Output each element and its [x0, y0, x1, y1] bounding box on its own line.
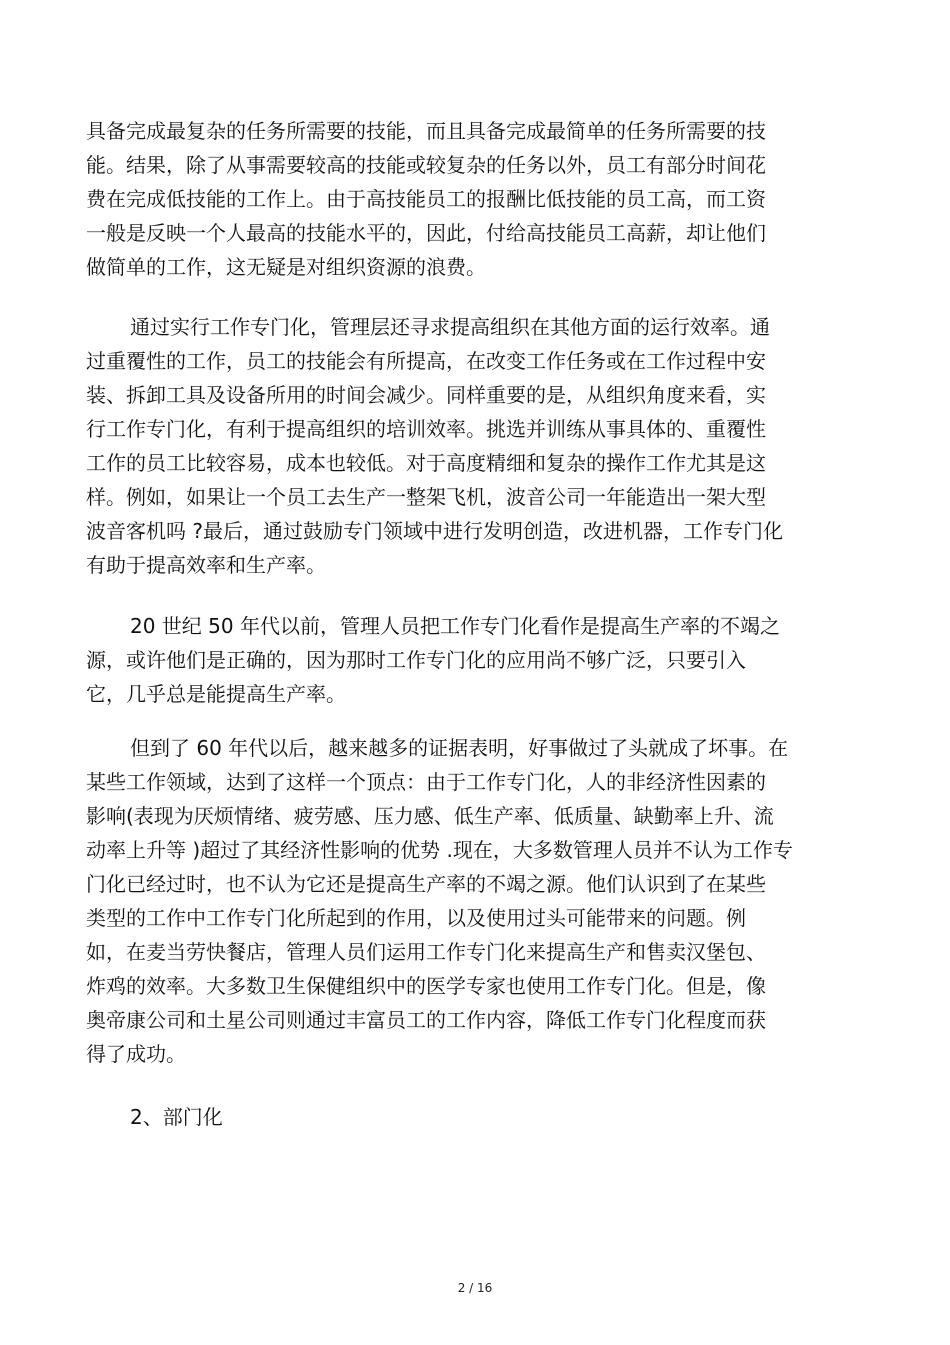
paragraph-1	[86, 114, 856, 284]
paragraph-line: 行工作专门化，有利于提高组织的培训效率。挑选并训练从事具体的、重覆性	[86, 417, 766, 441]
paragraph-line: 样。例如，如果让一个员工去生产一整架飞机，波音公司一年能造出一架大型	[86, 485, 766, 509]
paragraph-line: 做简单的工作，这无疑是对组织资源的浪费。	[86, 255, 486, 279]
paragraph-line: 过重覆性的工作，员工的技能会有所提高，在改变工作任务或在工作过程中安	[86, 349, 766, 373]
paragraph-line: 如，在麦当劳快餐店，管理人员们运用工作专门化来提高生产和售卖汉堡包、	[86, 940, 766, 964]
paragraph-line: 动率上升等 )超过了其经济性影响的优势 .现在，大多数管理人员并不认为工作专	[86, 838, 793, 862]
paragraph-4	[86, 731, 856, 1071]
paragraph-line: 但到了 60 年代以后，越来越多的证据表明，好事做过了头就成了坏事。在	[130, 736, 789, 760]
paragraph-line: 20 世纪 50 年代以前，管理人员把工作专门化看作是提高生产率的不竭之	[130, 614, 780, 638]
page-number: 2 / 16	[457, 1281, 493, 1295]
paragraph-line: 某些工作领域，达到了这样一个顶点：由于工作专门化，人的非经济性因素的	[86, 770, 766, 794]
paragraph-line: 有助于提高效率和生产率。	[86, 553, 326, 577]
paragraph-line: 它，几乎总是能提高生产率。	[86, 682, 346, 706]
paragraph-line: 奥帝康公司和土星公司则通过丰富员工的工作内容，降低工作专门化程度而获	[86, 1008, 766, 1032]
paragraph-line: 得了成功。	[86, 1042, 186, 1066]
paragraph-line: 通过实行工作专门化，管理层还寻求提高组织在其他方面的运行效率。通	[130, 315, 770, 339]
paragraph-line: 源，或许他们是正确的，因为那时工作专门化的应用尚不够广泛，只要引入	[86, 648, 746, 672]
paragraph-2	[86, 310, 856, 582]
paragraph-line: 装、拆卸工具及设备所用的时间会减少。同样重要的是，从组织角度来看，实	[86, 383, 766, 407]
paragraph-line: 费在完成低技能的工作上。由于高技能员工的报酬比低技能的员工高，而工资	[86, 187, 766, 211]
paragraph-line: 影响(表现为厌烦情绪、疲劳感、压力感、低生产率、低质量、缺勤率上升、流	[86, 804, 774, 828]
paragraph-line: 波音客机吗 ?最后，通过鼓励专门领域中进行发明创造，改进机器，工作专门化	[86, 519, 783, 543]
paragraph-line: 炸鸡的效率。大多数卫生保健组织中的医学专家也使用工作专门化。但是，像	[86, 974, 766, 998]
paragraph-line: 类型的工作中工作专门化所起到的作用，以及使用过头可能带来的问题。例	[86, 906, 746, 930]
paragraph-line: 门化已经过时，也不认为它还是提高生产率的不竭之源。他们认识到了在某些	[86, 872, 766, 896]
paragraph-line: 一般是反映一个人最高的技能水平的，因此，付给高技能员工高薪，却让他们	[86, 221, 766, 245]
section-heading: 2、部门化	[130, 1105, 223, 1129]
paragraph-3	[86, 609, 856, 711]
paragraph-line: 工作的员工比较容易，成本也较低。对于高度精细和复杂的操作工作尤其是这	[86, 451, 766, 475]
paragraph-line: 能。结果，除了从事需要较高的技能或较复杂的任务以外，员工有部分时间花	[86, 153, 766, 177]
paragraph-line: 具备完成最复杂的任务所需要的技能，而且具备完成最简单的任务所需要的技	[86, 119, 766, 143]
